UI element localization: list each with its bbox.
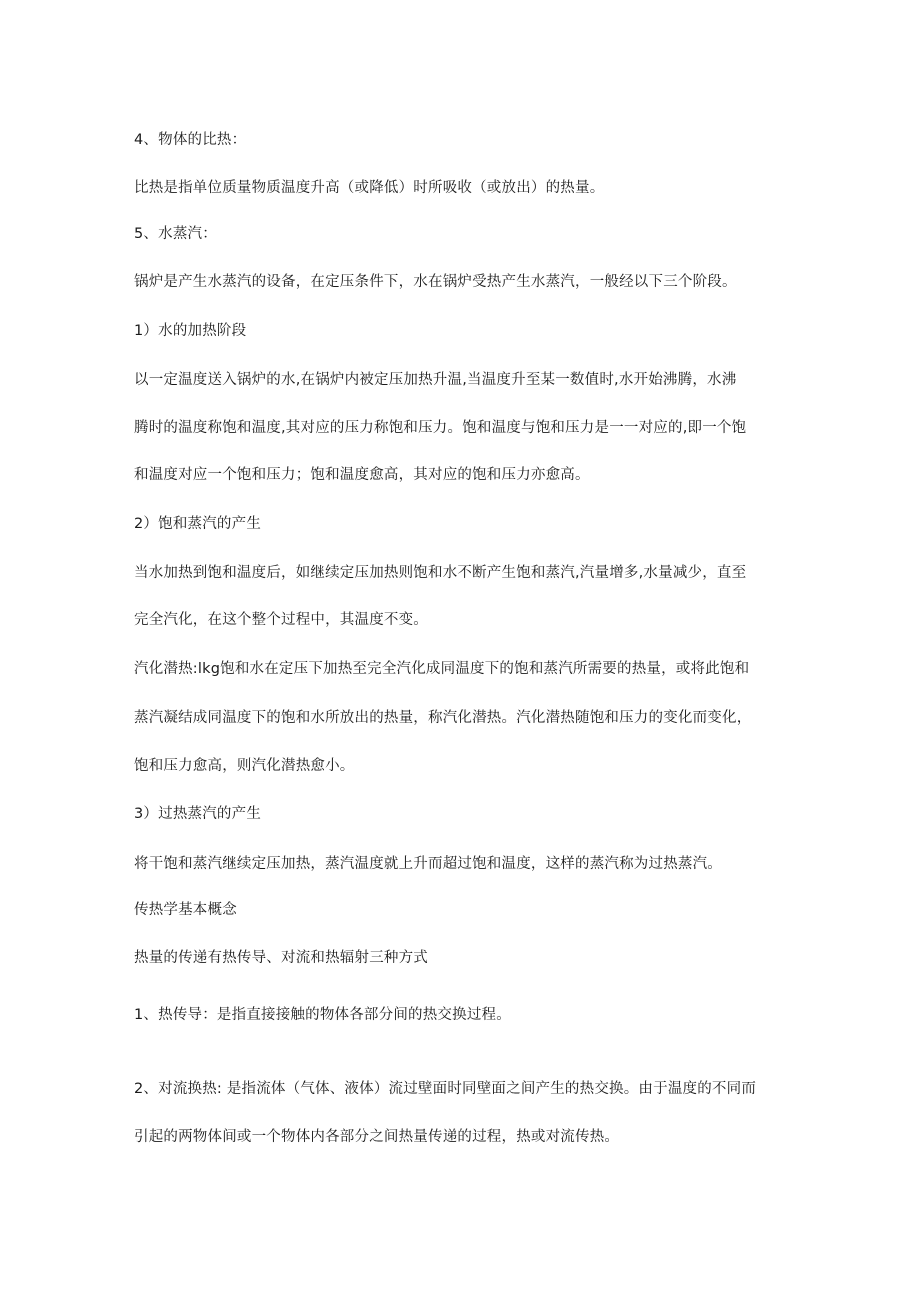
- heading-water-vapor: 5、水蒸汽：: [134, 226, 217, 242]
- paragraph-line: 和温度对应一个饱和压力；饱和温度愈高，其对应的饱和压力亦愈高。: [134, 467, 590, 483]
- paragraph-line: 腾时的温度称饱和温度,其对应的压力称饱和压力。饱和温度与饱和压力是一一对应的,即一个饱: [134, 420, 747, 436]
- paragraph-line: 引起的两物体间或一个物体内各部分之间热量传递的过程，热或对流传热。: [134, 1129, 620, 1145]
- paragraph-line: 汽化潜热:lkg饱和水在定压下加热至完全汽化成同温度下的饱和蒸汽所需要的热量，或将此饱和: [134, 661, 750, 677]
- paragraph-line: 热量的传递有热传导、对流和热辐射三种方式: [134, 950, 428, 966]
- subheading-heating-stage: 1）水的加热阶段: [134, 323, 247, 339]
- section-heading-heat-transfer: 传热学基本概念: [134, 902, 237, 918]
- paragraph-line: 当水加热到饱和温度后，如继续定压加热则饱和水不断产生饱和蒸汽,汽量增多,水量减少，直至: [134, 565, 747, 581]
- heading-specific-heat: 4、物体的比热：: [134, 132, 247, 148]
- paragraph-line: 1、热传导：是指直接接触的物体各部分间的热交换过程。: [134, 1007, 511, 1023]
- paragraph-line: 以一定温度送入锅炉的水,在锅炉内被定压加热升温,当温度升至某一数值时,水开始沸腾，水沸: [134, 372, 737, 388]
- paragraph-line: 蒸汽凝结成同温度下的饱和水所放出的热量，称汽化潜热。汽化潜热随饱和压力的变化而变化，: [134, 710, 752, 726]
- subheading-superheated-steam: 3）过热蒸汽的产生: [134, 806, 262, 822]
- paragraph-line: 锅炉是产生水蒸汽的设备，在定压条件下，水在锅炉受热产生水蒸汽，一般经以下三个阶段。: [134, 274, 737, 290]
- paragraph-line: 2、对流换热: 是指流体（气体、液体）流过壁面时同壁面之间产生的热交换。由于温度的不同而: [134, 1081, 757, 1097]
- subheading-saturated-steam: 2）饱和蒸汽的产生: [134, 516, 262, 532]
- paragraph-line: 将干饱和蒸汽继续定压加热，蒸汽温度就上升而超过饱和温度，这样的蒸汽称为过热蒸汽。: [134, 856, 722, 872]
- paragraph-line: 比热是指单位质量物质温度升高（或降低）时所吸收（或放出）的热量。: [134, 180, 605, 196]
- paragraph-line: 饱和压力愈高，则汽化潜热愈小。: [134, 758, 355, 774]
- paragraph-line: 完全汽化，在这个整个过程中，其温度不变。: [134, 612, 428, 628]
